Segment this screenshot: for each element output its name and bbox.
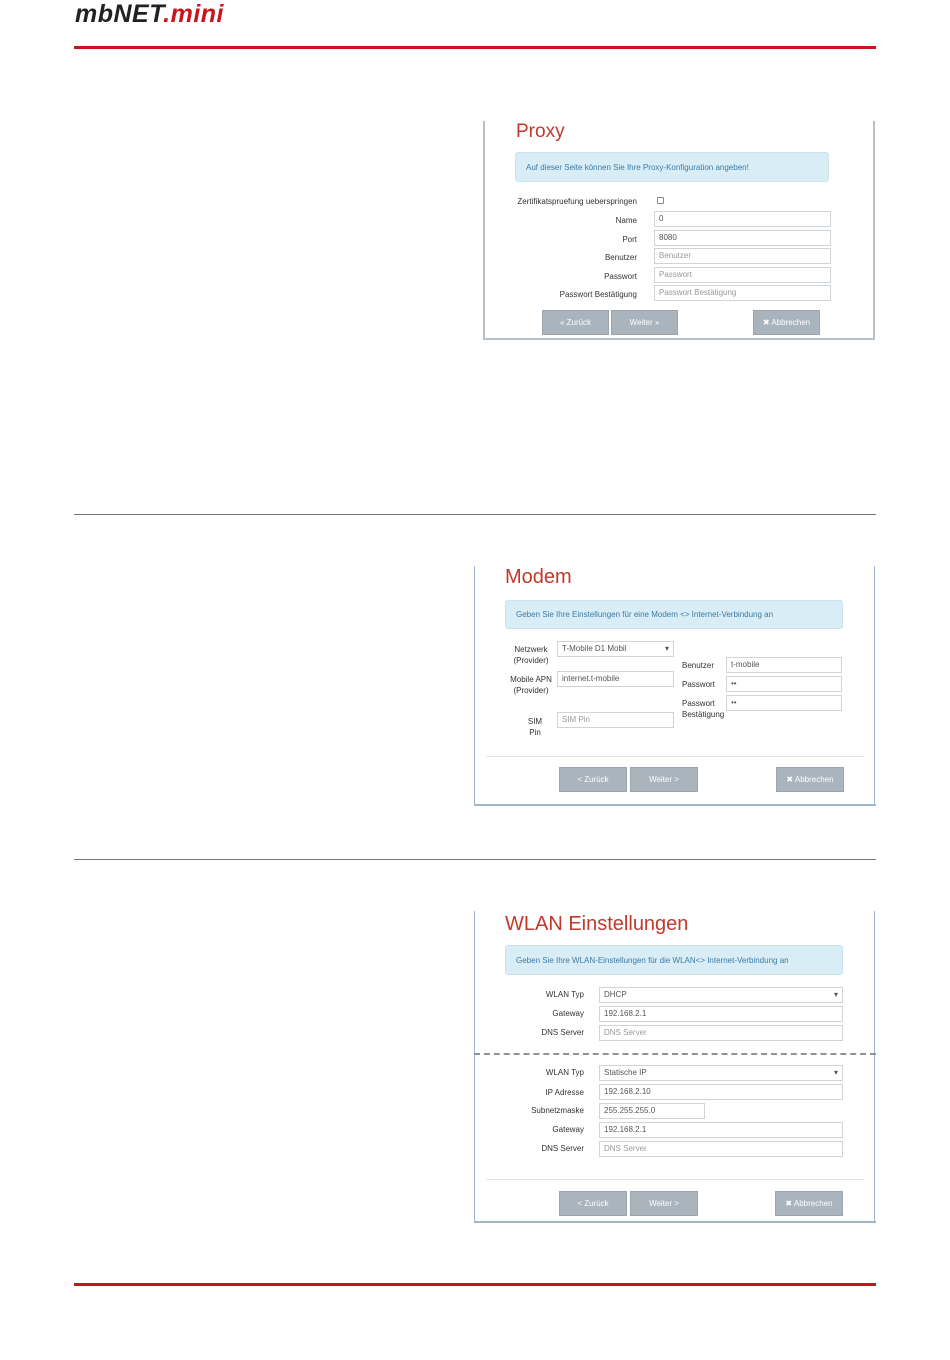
ip-label: IP Adresse	[545, 1088, 584, 1097]
modem-title: Modem	[505, 566, 572, 588]
modem-screenshot	[474, 566, 876, 806]
section-divider-2	[74, 859, 876, 860]
port-label: Port	[622, 235, 637, 244]
wlan-next-button[interactable]: Weiter >	[630, 1191, 698, 1216]
modem-password-label: Passwort	[682, 680, 715, 689]
dhcp-gateway-field[interactable]: 192.168.2.1	[599, 1006, 843, 1022]
wlan-screenshot	[474, 911, 876, 1223]
next-button[interactable]: Weiter »	[611, 310, 678, 335]
subnet-label: Subnetzmaske	[531, 1106, 584, 1115]
proxy-screenshot	[483, 121, 875, 340]
dhcp-type-select[interactable]: DHCP ▾	[599, 987, 843, 1003]
subnet-field[interactable]: 255.255.255.0	[599, 1103, 705, 1119]
modem-next-button[interactable]: Weiter >	[630, 767, 698, 792]
skip-cert-label: Zertifikatspruefung ueberspringen	[517, 197, 637, 206]
user-label: Benutzer	[604, 253, 637, 262]
static-gateway-field[interactable]: 192.168.2.1	[599, 1122, 843, 1138]
dhcp-gateway-label: Gateway	[552, 1009, 584, 1018]
modem-info-box: Geben Sie Ihre Einstellungen für eine Modem <> Internet-Verbindung an	[505, 600, 843, 629]
modem-user-label: Benutzer	[682, 661, 715, 670]
sim-label: SIM Pin	[527, 717, 543, 737]
name-field[interactable]: 0	[654, 211, 831, 227]
wlan-back-button[interactable]: < Zurück	[559, 1191, 627, 1216]
skip-cert-checkbox[interactable]	[657, 197, 664, 204]
footer-rule	[74, 1283, 876, 1286]
dhcp-dns-label: DNS Server	[541, 1028, 584, 1037]
wlan-title: WLAN Einstellungen	[505, 913, 689, 935]
cancel-button[interactable]: ✖ Abbrechen	[753, 310, 820, 335]
sim-field[interactable]: SIM Pin	[557, 712, 674, 728]
password-confirm-label: Passwort Bestätigung	[559, 290, 637, 299]
password-confirm-field[interactable]: Passwort Bestätigung	[654, 285, 831, 301]
dhcp-type-label: WLAN Typ	[545, 990, 584, 999]
password-field[interactable]: Passwort	[654, 267, 831, 283]
apn-label: Mobile APN (Provider)	[510, 675, 552, 695]
user-field[interactable]: Benutzer	[654, 248, 831, 264]
modem-user-field[interactable]: t-mobile	[726, 657, 842, 673]
dhcp-dns-field[interactable]: DNS Server	[599, 1025, 843, 1041]
modem-password-confirm-field[interactable]: ••	[726, 695, 842, 711]
proxy-title: Proxy	[516, 121, 565, 142]
modem-password-field[interactable]: ••	[726, 676, 842, 692]
proxy-info-box: Auf dieser Seite können Sie Ihre Proxy-Konfiguration angeben!	[515, 152, 829, 182]
wlan-info-box: Geben Sie Ihre WLAN-Einstellungen für die WLAN<> Internet-Verbindung an	[505, 945, 843, 975]
ip-field[interactable]: 192.168.2.10	[599, 1084, 843, 1100]
network-select[interactable]: T-Mobile D1 Mobil ▾	[557, 641, 674, 657]
back-button[interactable]: « Zurück	[542, 310, 609, 335]
mbnet-mini-logo: mbNET.mini	[75, 0, 224, 28]
section-divider-1	[74, 514, 876, 515]
name-label: Name	[615, 216, 637, 225]
static-gateway-label: Gateway	[552, 1125, 584, 1134]
network-label: Netzwerk (Provider)	[513, 645, 549, 665]
wlan-cancel-button[interactable]: ✖ Abbrechen	[775, 1191, 843, 1216]
static-type-select[interactable]: Statische IP ▾	[599, 1065, 843, 1081]
static-type-label: WLAN Typ	[545, 1068, 584, 1077]
modem-password-confirm-label: Passwort Bestätigung	[682, 699, 725, 719]
password-label: Passwort	[604, 272, 637, 281]
static-dns-field[interactable]: DNS Server	[599, 1141, 843, 1157]
modem-back-button[interactable]: < Zurück	[559, 767, 627, 792]
section-separator	[474, 1053, 876, 1055]
apn-field[interactable]: internet.t-mobile	[557, 671, 674, 687]
static-dns-label: DNS Server	[541, 1144, 584, 1153]
modem-cancel-button[interactable]: ✖ Abbrechen	[776, 767, 844, 792]
header-rule	[74, 46, 876, 49]
port-field[interactable]: 8080	[654, 230, 831, 246]
